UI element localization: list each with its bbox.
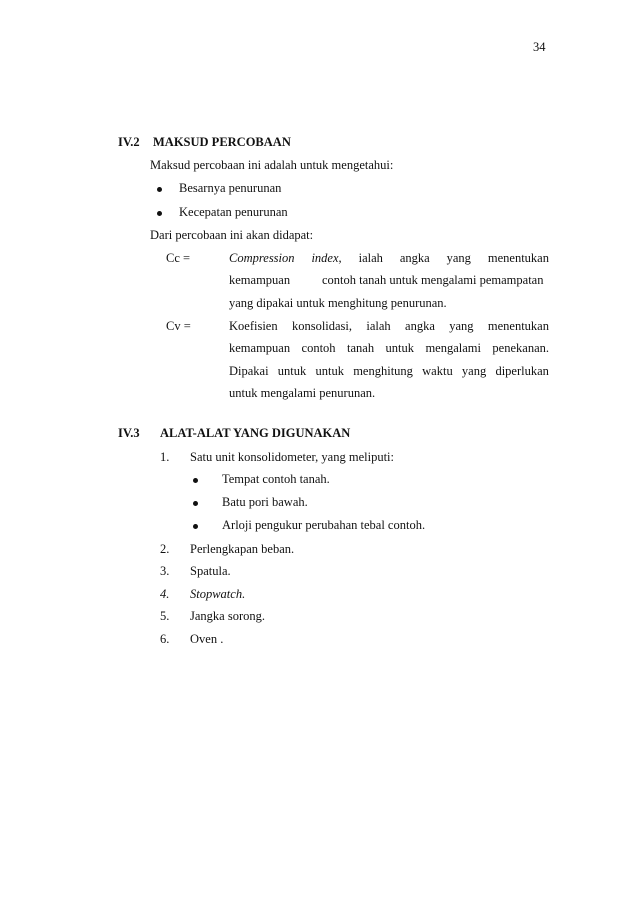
list-item-number: 2. [160,542,170,556]
bullet-icon [193,524,198,529]
cv-word: untuk [277,364,307,378]
list-item-text: Satu unit konsolidometer, yang meliputi: [190,450,394,464]
section-number-iv2: IV.2 [118,135,140,149]
cc-definition-line-2b: contoh tanah untuk mengalami pemampatan [322,273,544,287]
cc-word: ialah [358,251,383,265]
sub-bullet-item: Batu pori bawah. [222,495,308,509]
section-title-iv3: ALAT-ALAT YANG DIGUNAKAN [160,426,351,440]
list-item-number: 4. [160,587,170,601]
list-item-text: Stopwatch. [190,587,246,601]
cc-word: menentukan [487,251,549,265]
cv-word: ialah [366,319,391,333]
cv-word: contoh [301,341,336,355]
from-text: Dari percobaan ini akan didapat: [150,228,314,242]
cv-word: penekanan. [492,341,549,355]
list-item-text: Perlengkapan beban. [190,542,295,556]
bullet-icon [157,211,162,216]
cc-definition-line-2a: kemampuan [229,273,291,287]
cc-term: Cc = [166,251,191,265]
page-number: 34 [533,40,546,54]
cv-word: waktu [422,364,453,378]
bullet-item: Besarnya penurunan [179,181,282,195]
bullet-icon [193,478,198,483]
cv-term: Cv = [166,319,191,333]
list-item-text: Jangka sorong. [190,609,265,623]
cc-word: Compression [229,251,295,265]
list-item-number: 5. [160,609,170,623]
cc-definition-line-3: yang dipakai untuk menghitung penurunan. [229,296,447,310]
sub-bullet-item: Tempat contoh tanah. [222,472,330,486]
cv-word: konsolidasi, [291,319,353,333]
list-item-number: 3. [160,564,170,578]
cc-word: yang [446,251,471,265]
list-item-text: Oven . [190,632,224,646]
cv-word: angka [405,319,435,333]
cv-word: menghitung [353,364,413,378]
cv-word: tanah [347,341,375,355]
section-title-iv2: MAKSUD PERCOBAAN [153,135,291,149]
section-number-iv3: IV.3 [118,426,140,440]
cc-definition-line-1 [229,251,549,266]
intro-text: Maksud percobaan ini adalah untuk mengetahui: [150,158,394,172]
cv-word: yang [461,364,487,378]
list-item-number: 1. [160,450,170,464]
bullet-item: Kecepatan penurunan [179,205,288,219]
bullet-icon [193,501,198,506]
bullet-icon [157,187,162,192]
cv-word: mengalami [425,341,481,355]
cv-word: diperlukan [495,364,549,378]
cv-word: Dipakai [229,364,269,378]
cv-word: menentukan [487,319,549,333]
cc-word: index, [311,251,342,265]
sub-bullet-item: Arloji pengukur perubahan tebal contoh. [222,518,426,532]
cv-word: kemampuan [229,341,291,355]
cv-word: untuk [315,364,344,378]
cc-word: angka [399,251,430,265]
list-item-text: Spatula. [190,564,231,578]
cv-definition-line-1 [229,319,549,334]
list-item-number: 6. [160,632,170,646]
cv-definition-line-3 [229,364,549,379]
cv-definition-line-2 [229,341,549,356]
cv-word: yang [449,319,474,333]
cv-definition-line-4: untuk mengalami penurunan. [229,386,376,400]
cv-word: untuk [385,341,414,355]
cv-word: Koefisien [229,319,278,333]
